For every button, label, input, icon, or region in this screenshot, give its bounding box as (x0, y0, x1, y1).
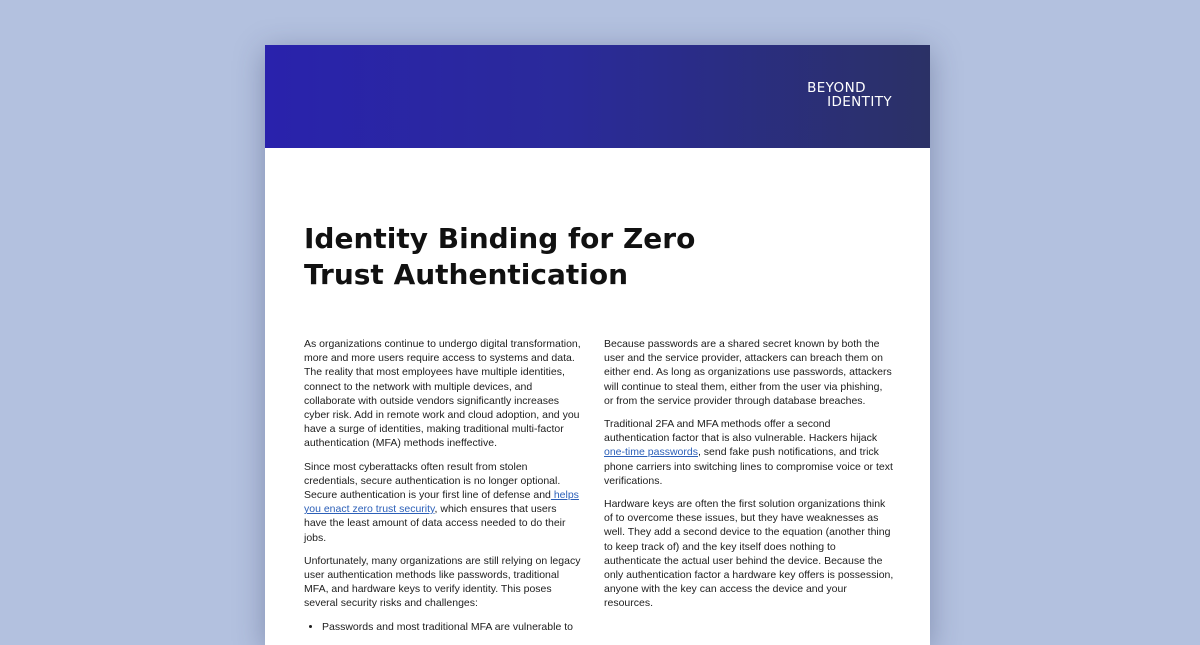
title-line-1: Identity Binding for Zero (304, 222, 696, 255)
risk-list-item: • Passwords and most traditional MFA are vulnerable to (322, 620, 581, 634)
right-paragraph-2 (604, 417, 894, 488)
zero-trust-security-link[interactable]: helps you enact zero trust security (304, 489, 579, 516)
right-paragraph-3: Hardware keys are often the first solution organizations think of to overcome these issues, but they have weaknesses as well. They add a second device to the equation (another thing to keep track of) and the key itself does nothing to authenticate the actual user behind the device. Because the only authentication factor a hardware key offers is possession, anyone with the key can access the device and your resources. (604, 498, 894, 610)
left-column (304, 337, 581, 634)
title-line-2: Trust Authentication (304, 258, 629, 291)
left-paragraph-1: As organizations continue to undergo digital transformation, more and more users require access to systems and data. The reality that most employees have multiple identities, connect to the network with multiple devices, and collaborate with outside vendors significantly increases cyber risk. Add in remote work and cloud adoption, and you have a surge of identities, making traditional multi-factor authentication (MFA) methods ineffective. (304, 338, 581, 450)
right-paragraph-1: Because passwords are a shared secret known by both the user and the service provider, attackers can breach them on either end. As long as organizations use passwords, attackers will continue to steal them, either from the user via phishing, or from the service provider through database breaches. (604, 338, 892, 407)
beyond-identity-logo (807, 81, 892, 109)
header-banner (265, 45, 930, 148)
left-paragraph-2 (304, 460, 581, 545)
document-title (304, 221, 724, 293)
left-paragraph-2-text-a: Since most cyberattacks often result from stolen credentials, secure authentication is no longer optional. Secure authentication is your first line of defense and (304, 460, 561, 502)
right-paragraph-2-text-b: , send fake push notifications, and trick phone carriers into switching lines to compromise voice or text verifications. (604, 446, 893, 487)
right-column (604, 337, 894, 620)
logo-line-2: IDENTITY (827, 94, 892, 110)
document-page (265, 45, 930, 645)
left-paragraph-2-text-b: , which ensures that users have the least amount of data access needed to do their jobs. (304, 503, 566, 544)
right-paragraph-2-text-a: Traditional 2FA and MFA methods offer a second authentication factor that is also vulnerable. Hackers hijack (604, 418, 878, 445)
left-paragraph-3: Unfortunately, many organizations are still relying on legacy user authentication methods like passwords, traditional MFA, and hardware keys to verify identity. This poses several security risks and challenges: (304, 554, 581, 610)
logo-line-1: BEYOND (807, 80, 866, 96)
one-time-passwords-link[interactable]: one-time passwords (604, 446, 698, 459)
